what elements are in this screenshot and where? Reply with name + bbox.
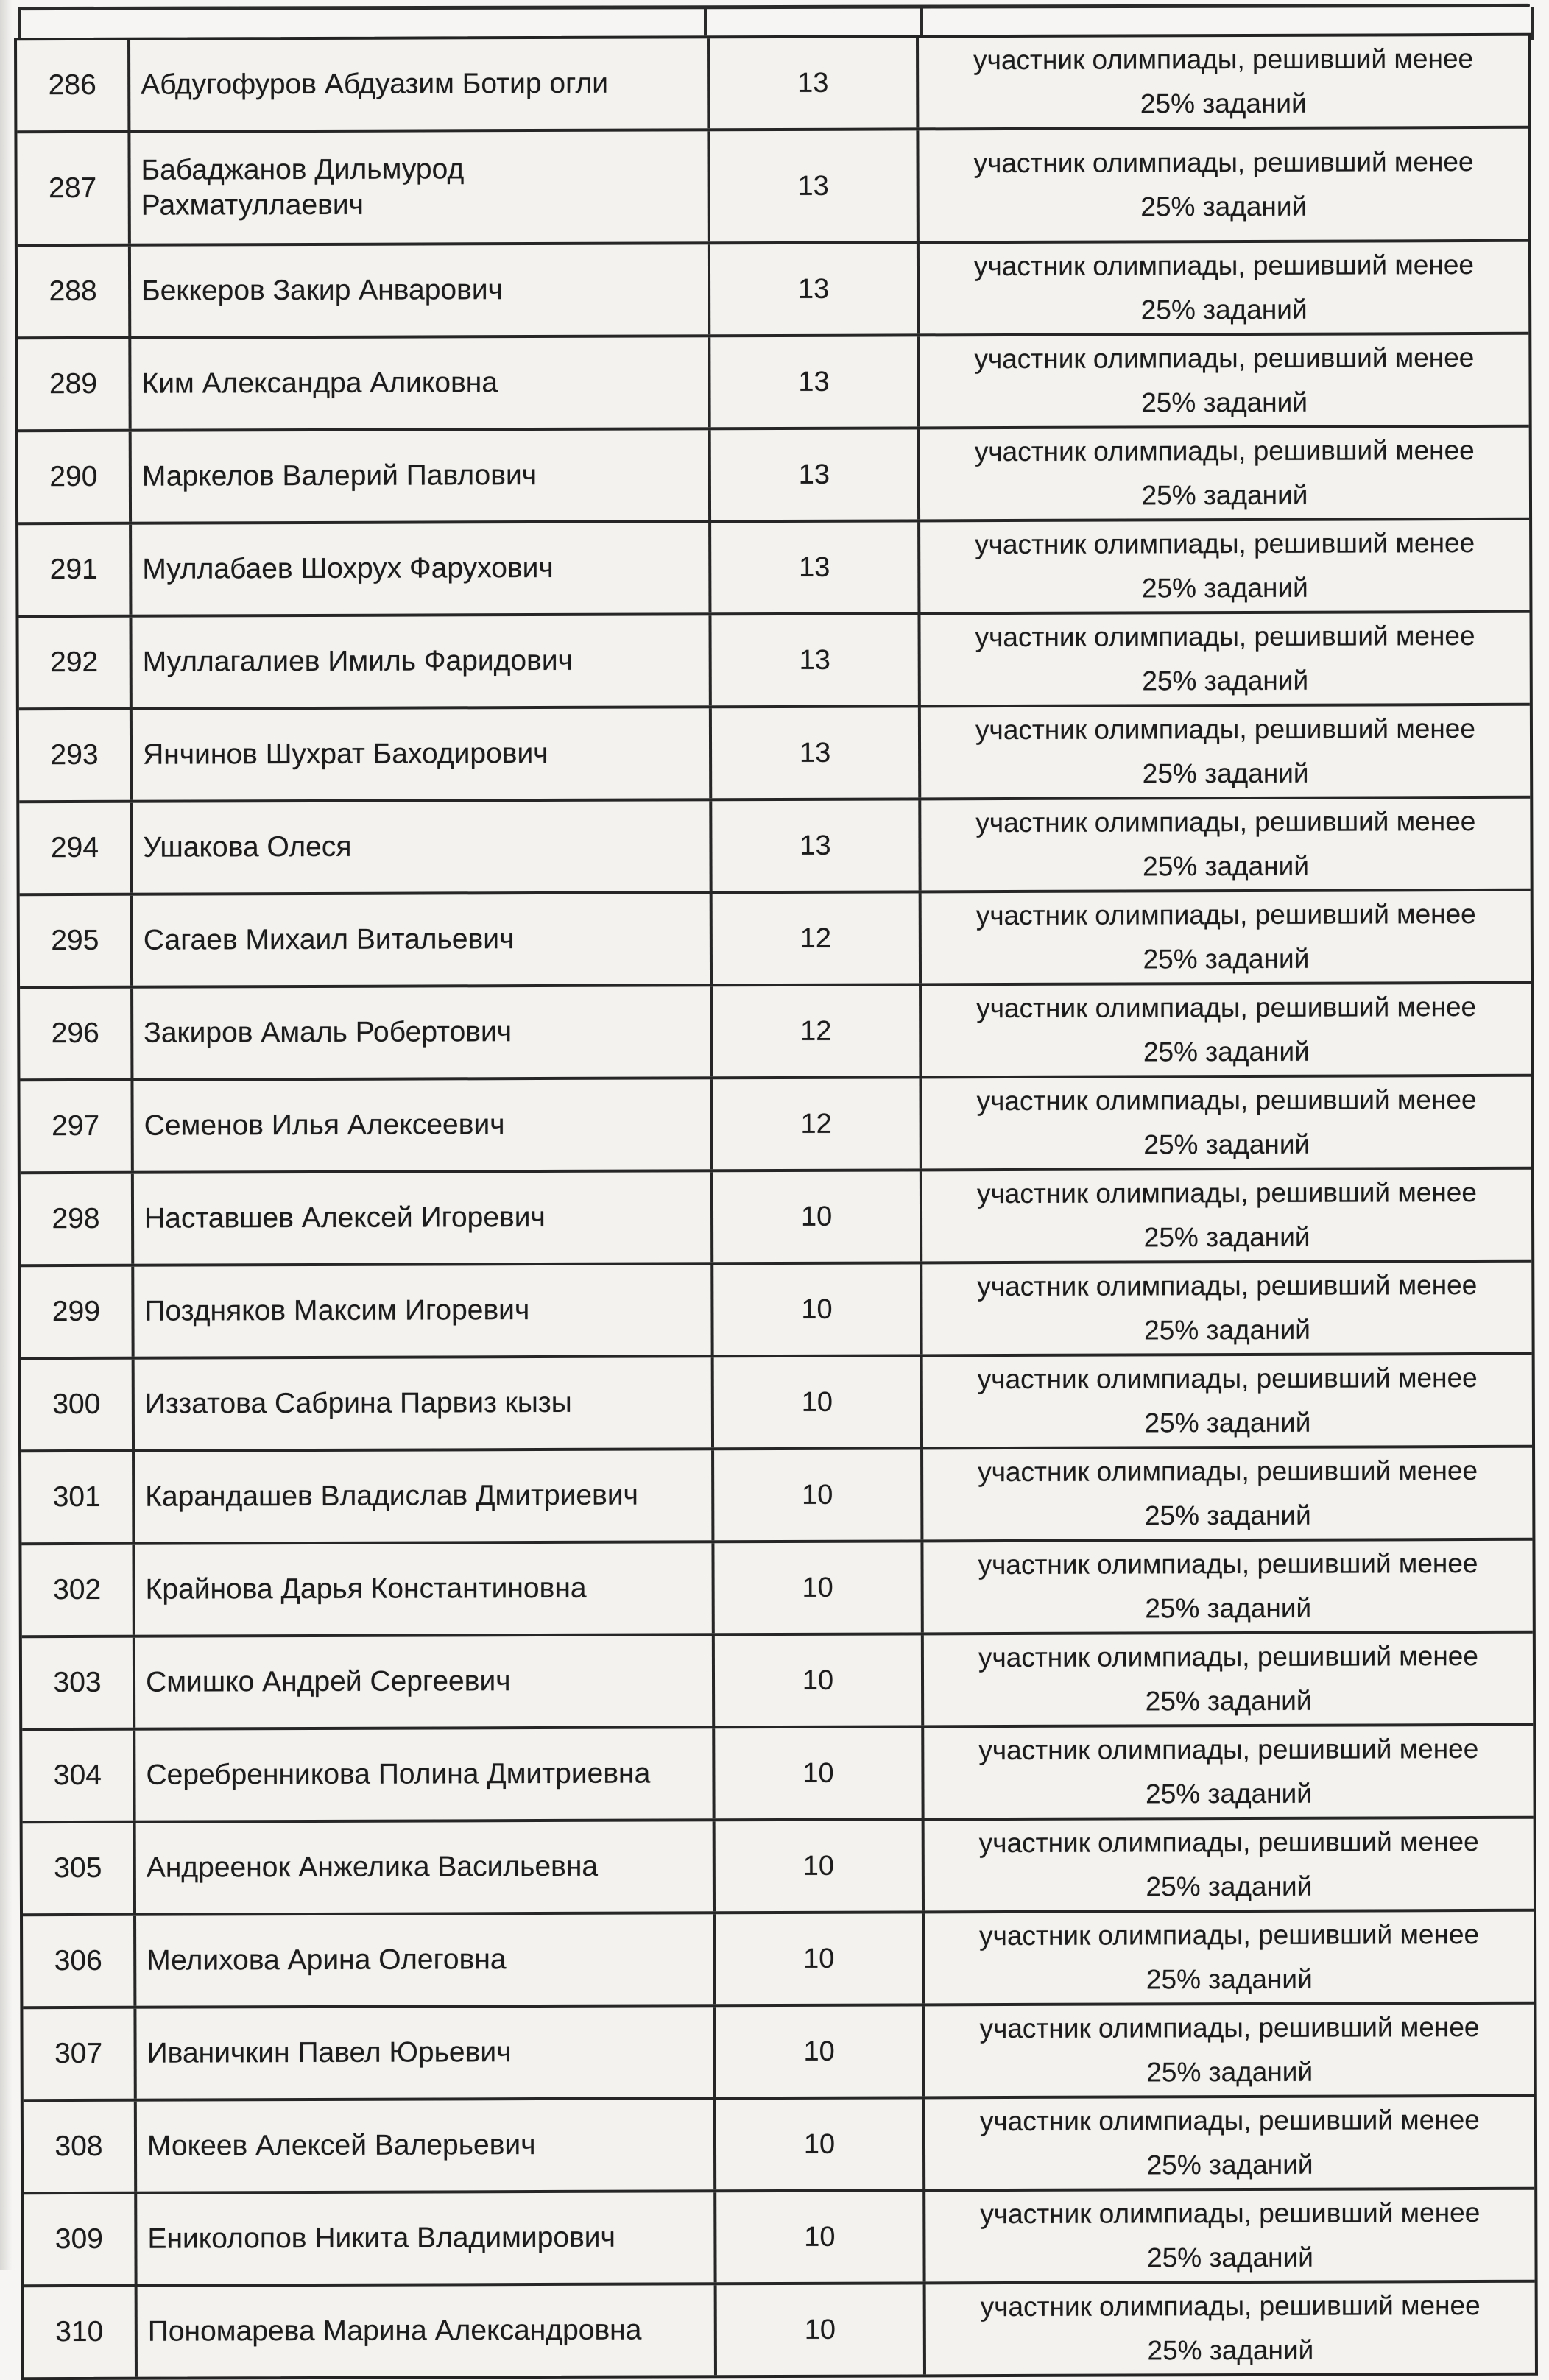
status-line-1: участник олимпиады, решивший менее xyxy=(980,2197,1481,2230)
status-cell xyxy=(916,36,1528,128)
status-line-2: 25% заданий xyxy=(1140,294,1308,325)
participant-name-text: Смишко Андрей Сергеевич xyxy=(145,1665,511,1698)
table-row xyxy=(23,1909,1534,2006)
status-line-1: участник олимпиады, решивший менее xyxy=(975,621,1475,653)
scan-cutoff-column-border xyxy=(1531,7,1534,40)
table-row xyxy=(21,1538,1532,1635)
row-number: 292 xyxy=(50,646,99,679)
status-line-2: 25% заданий xyxy=(1142,665,1309,696)
scan-cutoff-row-border xyxy=(21,4,1530,10)
status-cell xyxy=(920,1355,1532,1447)
participant-name-text: Семенов Илья Алексеевич xyxy=(144,1109,505,1142)
score-value: 10 xyxy=(712,1635,921,1726)
table-row xyxy=(18,239,1528,336)
participant-name-text: Ушакова Олеся xyxy=(143,831,352,864)
participant-name-text: Наставшев Алексей Игоревич xyxy=(144,1201,546,1235)
score-value: 10 xyxy=(713,2192,922,2282)
row-number: 294 xyxy=(50,831,99,864)
status-line-2: 25% заданий xyxy=(1143,943,1310,975)
participant-name xyxy=(133,1821,713,1913)
table-row xyxy=(21,1445,1532,1542)
row-number: 301 xyxy=(52,1480,101,1514)
participant-name xyxy=(128,244,708,336)
participant-name xyxy=(134,2192,713,2284)
status-cell xyxy=(922,2005,1534,2097)
row-number: 304 xyxy=(53,1759,102,1792)
status-line-2: 25% заданий xyxy=(1143,1221,1310,1253)
score-value: 13 xyxy=(708,615,917,705)
status-line-2: 25% заданий xyxy=(1146,1871,1313,1902)
status-line-1: участник олимпиады, решивший менее xyxy=(977,1363,1478,1395)
row-number: 305 xyxy=(54,1851,102,1885)
status-cell xyxy=(919,891,1531,984)
row-number: 299 xyxy=(52,1295,101,1328)
row-number: 307 xyxy=(54,2037,103,2070)
table-row xyxy=(23,1816,1534,1913)
participant-name-text: Пономарева Марина Александровна xyxy=(147,2314,642,2348)
status-cell xyxy=(917,335,1528,427)
status-cell xyxy=(922,1912,1534,2004)
participant-name xyxy=(132,1357,711,1449)
participant-name xyxy=(130,986,710,1078)
score-value: 10 xyxy=(711,1357,920,1447)
table-row xyxy=(20,889,1531,986)
row-number: 302 xyxy=(53,1573,102,1606)
participant-name xyxy=(133,2007,713,2098)
table-row xyxy=(22,1723,1533,1821)
score-value: 13 xyxy=(708,522,917,612)
table-row xyxy=(17,126,1528,244)
score-value: 10 xyxy=(713,2099,922,2189)
table-row xyxy=(18,610,1529,707)
status-line-1: участник олимпиады, решивший менее xyxy=(978,1826,1479,1859)
row-number: 289 xyxy=(49,367,98,400)
table-row xyxy=(21,1167,1531,1264)
row-number: 288 xyxy=(49,275,97,308)
status-line-1: участник олимпиады, решивший менее xyxy=(974,342,1475,375)
status-line-2: 25% заданий xyxy=(1146,2149,1313,2181)
status-line-2: 25% заданий xyxy=(1145,1592,1312,1624)
table-row xyxy=(17,36,1528,130)
status-cell xyxy=(922,1819,1534,1911)
score-value: 13 xyxy=(707,130,916,241)
participant-name xyxy=(129,615,708,707)
status-line-2: 25% заданий xyxy=(1146,1963,1313,1995)
results-table xyxy=(14,33,1538,2380)
row-number: 296 xyxy=(51,1017,99,1050)
score-value: 10 xyxy=(710,1264,920,1355)
status-cell xyxy=(920,1170,1531,1262)
status-line-1: участник олимпиады, решивший менее xyxy=(979,2012,1480,2044)
participant-name xyxy=(129,523,708,614)
score-value: 13 xyxy=(708,429,917,520)
status-cell xyxy=(922,2097,1534,2189)
status-line-1: участник олимпиады, решивший менее xyxy=(973,43,1474,76)
participant-name xyxy=(133,1914,713,2005)
status-cell xyxy=(920,1263,1531,1355)
score-value: 10 xyxy=(712,1728,921,1818)
status-line-1: участник олимпиады, решивший менее xyxy=(976,1177,1477,1210)
table-row xyxy=(21,1260,1531,1357)
status-cell xyxy=(917,242,1528,334)
participant-name-text: Карандашев Владислав Дмитриевич xyxy=(145,1479,638,1513)
table-row xyxy=(18,425,1529,522)
row-number: 298 xyxy=(52,1202,100,1235)
status-line-1: участник олимпиады, решивший менее xyxy=(976,992,1477,1024)
table-row xyxy=(22,1631,1533,1728)
participant-name-text: Серебренникова Полина Дмитриевна xyxy=(146,1757,651,1791)
participant-name xyxy=(127,38,707,130)
row-number: 293 xyxy=(50,738,99,771)
participant-name-text: Закиров Амаль Робертович xyxy=(144,1016,512,1049)
status-line-2: 25% заданий xyxy=(1146,1778,1312,1809)
status-line-1: участник олимпиады, решивший менее xyxy=(978,1734,1479,1766)
row-number: 297 xyxy=(52,1109,100,1143)
score-value: 13 xyxy=(708,336,917,427)
participant-name-text: Ениколопов Никита Владимирович xyxy=(147,2221,615,2255)
table-row xyxy=(24,2280,1535,2377)
status-line-2: 25% заданий xyxy=(1147,2334,1314,2366)
status-cell xyxy=(917,613,1529,705)
status-cell xyxy=(921,1634,1533,1726)
score-value: 10 xyxy=(710,1171,920,1262)
status-line-1: участник олимпиады, решивший менее xyxy=(979,1919,1480,1952)
scan-cutoff-column-border xyxy=(18,7,21,40)
participant-name-text: Муллагалиев Имиль Фаридович xyxy=(142,645,573,678)
score-value: 12 xyxy=(710,893,919,984)
status-cell xyxy=(919,984,1531,1076)
participant-name-text: Бабаджанов Дильмурод Рахматуллаевич xyxy=(141,153,465,222)
status-line-1: участник олимпиады, решивший менее xyxy=(975,528,1475,560)
status-line-2: 25% заданий xyxy=(1143,850,1310,882)
status-line-2: 25% заданий xyxy=(1141,386,1308,418)
row-number: 300 xyxy=(52,1388,101,1421)
status-line-2: 25% заданий xyxy=(1141,479,1308,511)
status-cell xyxy=(917,428,1529,520)
table-row xyxy=(20,1074,1531,1171)
score-value: 10 xyxy=(713,1821,922,1911)
participant-name xyxy=(131,1265,710,1356)
score-value: 10 xyxy=(713,2006,922,2097)
participant-name-text: Поздняков Максим Игоревич xyxy=(144,1294,530,1327)
status-line-2: 25% заданий xyxy=(1143,1036,1310,1067)
status-cell xyxy=(918,706,1530,798)
row-number: 309 xyxy=(54,2222,103,2256)
participant-name xyxy=(134,2100,713,2191)
participant-name xyxy=(132,1543,711,1634)
status-line-1: участник олимпиады, решивший менее xyxy=(978,1641,1478,1673)
participant-name-text: Беккеров Закир Анварович xyxy=(141,274,503,307)
row-number: 290 xyxy=(49,460,98,493)
table-row xyxy=(19,796,1530,893)
participant-name xyxy=(129,430,708,521)
scan-edge-shading xyxy=(0,0,16,2270)
participant-name xyxy=(131,1172,710,1263)
table-row xyxy=(18,332,1528,429)
table-row xyxy=(24,2094,1534,2192)
status-line-2: 25% заданий xyxy=(1146,2056,1313,2088)
participant-name-text: Крайнова Дарья Константиновна xyxy=(145,1572,587,1606)
participant-name-text: Мелихова Арина Олеговна xyxy=(147,1943,507,1977)
participant-name-text: Муллабаев Шохрух Фарухович xyxy=(142,552,554,585)
status-line-1: участник олимпиады, решивший менее xyxy=(976,1084,1477,1117)
row-number: 295 xyxy=(51,924,99,957)
status-cell xyxy=(916,129,1528,241)
status-line-2: 25% заданий xyxy=(1144,1407,1311,1438)
status-line-2: 25% заданий xyxy=(1142,758,1309,789)
score-value: 10 xyxy=(711,1542,920,1633)
participant-name xyxy=(130,1079,710,1170)
participant-name-text: Иваничкин Павел Юрьевич xyxy=(147,2036,512,2069)
status-line-2: 25% заданий xyxy=(1141,572,1308,604)
status-cell xyxy=(917,520,1529,612)
table-row xyxy=(21,1352,1532,1449)
row-number: 286 xyxy=(48,68,96,102)
row-number: 308 xyxy=(54,2130,103,2163)
score-value: 13 xyxy=(707,38,916,128)
status-line-1: участник олимпиады, решивший менее xyxy=(973,146,1474,179)
participant-name xyxy=(133,1636,712,1727)
status-line-2: 25% заданий xyxy=(1144,1500,1311,1531)
status-line-1: участник олимпиады, решивший менее xyxy=(978,1548,1478,1581)
participant-name xyxy=(135,2285,714,2376)
score-value: 12 xyxy=(710,1078,919,1169)
row-number: 291 xyxy=(49,553,98,586)
status-line-1: участник олимпиады, решивший менее xyxy=(980,2290,1481,2323)
status-line-2: 25% заданий xyxy=(1140,88,1307,119)
participant-name-text: Абдугофуров Абдуазим Ботир огли xyxy=(141,67,609,101)
participant-name-text: Ким Александра Аликовна xyxy=(141,367,498,400)
status-line-2: 25% заданий xyxy=(1145,1685,1312,1717)
row-number: 303 xyxy=(53,1666,102,1699)
status-cell xyxy=(921,1726,1533,1818)
participant-name-text: Маркелов Валерий Павлович xyxy=(141,459,537,492)
participant-name xyxy=(130,801,709,892)
status-line-1: участник олимпиады, решивший менее xyxy=(974,435,1475,467)
status-cell xyxy=(920,1448,1532,1540)
status-line-1: участник олимпиады, решивший менее xyxy=(973,250,1475,282)
row-number: 306 xyxy=(54,1944,102,1977)
participant-name-text: Сагаев Михаил Витальевич xyxy=(143,923,515,956)
participant-name xyxy=(128,337,708,428)
status-cell xyxy=(918,799,1530,891)
row-number: 310 xyxy=(55,2315,104,2348)
status-line-2: 25% заданий xyxy=(1140,191,1308,222)
status-line-1: участник олимпиады, решивший менее xyxy=(979,2105,1480,2137)
participant-name xyxy=(130,894,710,985)
status-line-2: 25% заданий xyxy=(1147,2242,1313,2273)
status-line-2: 25% заданий xyxy=(1143,1129,1310,1160)
status-line-1: участник олимпиады, решивший менее xyxy=(977,1270,1478,1302)
table-row xyxy=(19,703,1530,800)
status-line-1: участник олимпиады, решивший менее xyxy=(975,713,1475,746)
score-value: 13 xyxy=(709,800,918,891)
status-cell xyxy=(919,1077,1531,1169)
status-cell xyxy=(923,2283,1535,2375)
participant-name xyxy=(127,131,707,243)
participant-name xyxy=(130,708,709,799)
status-line-2: 25% заданий xyxy=(1144,1314,1310,1346)
status-line-1: участник олимпиады, решивший менее xyxy=(975,899,1476,931)
participant-name xyxy=(133,1728,712,1820)
score-value: 13 xyxy=(709,707,918,798)
status-cell xyxy=(922,2190,1534,2282)
table-row xyxy=(23,2002,1534,2099)
status-line-1: участник олимпиады, решивший менее xyxy=(975,806,1476,838)
participant-name xyxy=(132,1450,711,1542)
row-number: 287 xyxy=(49,172,97,205)
score-value: 13 xyxy=(708,244,917,334)
participant-name-text: Иззатова Сабрина Парвиз кызы xyxy=(144,1387,572,1420)
score-value: 10 xyxy=(714,2284,923,2375)
status-line-1: участник олимпиады, решивший менее xyxy=(978,1455,1478,1488)
table-row xyxy=(20,981,1531,1078)
status-cell xyxy=(920,1541,1532,1633)
table-row xyxy=(24,2187,1534,2284)
participant-name-text: Мокеев Алексей Валерьевич xyxy=(147,2129,536,2162)
score-value: 10 xyxy=(711,1449,920,1540)
table-row xyxy=(18,518,1529,615)
participant-name-text: Янчинов Шухрат Баходирович xyxy=(143,738,548,771)
participant-name-text: Андреенок Анжелика Васильевна xyxy=(146,1850,599,1884)
score-value: 12 xyxy=(710,986,919,1076)
score-value: 10 xyxy=(713,1913,922,2004)
